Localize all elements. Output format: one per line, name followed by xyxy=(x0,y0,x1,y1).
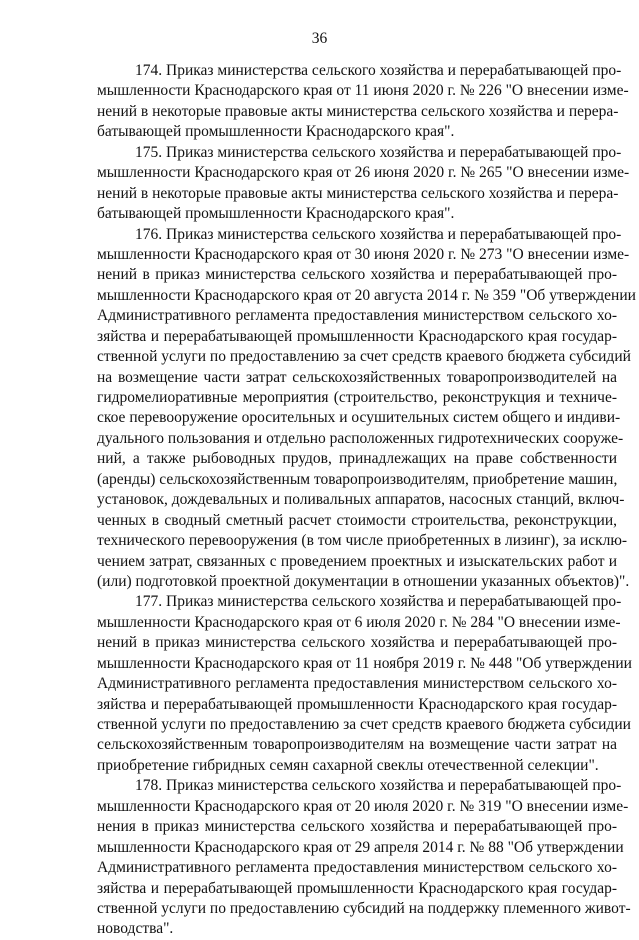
paragraph-line: ственной услуги по предоставлению субсидий на поддержку племенного живот- xyxy=(97,899,631,917)
paragraph-line: мышленности Краснодарского края от 11 ноября 2019 г. № 448 "Об утверждении xyxy=(97,654,632,672)
paragraph-line: ний, а также рыбоводных прудов, принадлежащих на праве собственности xyxy=(97,450,617,468)
paragraph-line: ственной услуги по предоставлению за счет средств краевого бюджета субсидий xyxy=(97,348,631,366)
paragraph-line: чением затрат, связанных с проведением проектных и изыскательских работ и xyxy=(97,552,617,570)
paragraph-line: мышленности Краснодарского края от 20 августа 2014 г. № 359 "Об утверждении xyxy=(97,286,636,304)
paragraph-line: мышленности Краснодарского края от 11 июня 2020 г. № 226 "О внесении изме- xyxy=(97,82,629,100)
paragraph-line: установок, дождевальных и поливальных аппаратов, насосных станций, включ- xyxy=(97,491,625,509)
paragraph-line: батывающей промышленности Краснодарского края". xyxy=(97,123,455,141)
paragraph-line: нений в приказ министерства сельского хозяйства и перерабатывающей про- xyxy=(97,634,617,652)
paragraph-178 xyxy=(97,776,631,940)
paragraph-177 xyxy=(97,592,632,776)
paragraph-175 xyxy=(97,143,630,225)
paragraph-line: зяйства и перерабатывающей промышленности Краснодарского края государ- xyxy=(97,327,617,345)
paragraph-line: 177. Приказ министерства сельского хозяйства и перерабатывающей про- xyxy=(135,593,622,611)
paragraph-line: Административного регламента предоставления министерством сельского хо- xyxy=(97,307,617,325)
paragraph-line: нений в некоторые правовые акты министерства сельского хозяйства и перера- xyxy=(97,184,619,202)
paragraph-line: 174. Приказ министерства сельского хозяйства и перерабатывающей про- xyxy=(135,62,622,79)
paragraph-line: ственной услуги по предоставлению за счет средств краевого бюджета субсидии xyxy=(97,716,631,733)
paragraph-line: 178. Приказ министерства сельского хозяйства и перерабатывающей про- xyxy=(135,777,622,795)
paragraph-line: ченных в сводный сметный расчет стоимости строительства, реконструкции, xyxy=(97,511,617,529)
paragraph-line: мышленности Краснодарского края от 20 июля 2020 г. № 319 "О внесении изме- xyxy=(97,797,629,815)
paragraph-line: мышленности Краснодарского края от 30 июня 2020 г. № 273 "О внесении изме- xyxy=(97,245,630,263)
paragraph-line: нений в приказ министерства сельского хозяйства и перерабатывающей про- xyxy=(97,266,617,284)
paragraph-line: технического перевооружения (в том числе приобретенных в лизинг), за исклю- xyxy=(97,532,628,550)
paragraph-line: Административного регламента предоставления министерством сельского хо- xyxy=(97,859,617,877)
paragraph-line: гидромелиоративные мероприятия (строительство, реконструкция и техниче- xyxy=(97,389,617,406)
paragraph-176 xyxy=(97,225,636,593)
paragraph-line: зяйства и перерабатывающей промышленности Краснодарского края государ- xyxy=(97,879,617,897)
paragraph-line: дуального пользования и отдельно расположенных гидротехнических сооруже- xyxy=(97,429,624,447)
paragraph-line: Административного регламента предоставления министерством сельского хо- xyxy=(97,675,617,693)
paragraph-line: нения в приказ министерства сельского хозяйства и перерабатывающей про- xyxy=(97,818,617,836)
paragraph-line: мышленности Краснодарского края от 26 июня 2020 г. № 265 "О внесении изме- xyxy=(97,164,630,182)
paragraph-line: батывающей промышленности Краснодарского края". xyxy=(97,205,455,223)
document-body xyxy=(97,61,636,940)
paragraph-line: 176. Приказ министерства сельского хозяйства и перерабатывающей про- xyxy=(135,225,622,243)
paragraph-line: зяйства и перерабатывающей промышленности Краснодарского края государ- xyxy=(97,695,617,713)
paragraph-line: на возмещение части затрат сельскохозяйственных товаропроизводителей на xyxy=(97,368,617,386)
paragraph-line: мышленности Краснодарского края от 29 апреля 2014 г. № 88 "Об утверждении xyxy=(97,838,624,856)
paragraph-174 xyxy=(97,61,629,143)
paragraph-line: (или) подготовкой проектной документации в отношении указанных объектов)". xyxy=(97,572,630,590)
paragraph-line: нений в некоторые правовые акты министерства сельского хозяйства и перера- xyxy=(97,102,619,120)
paragraph-line: сельскохозяйственным товаропроизводителям на возмещение части затрат на xyxy=(97,736,617,754)
paragraph-line: (аренды) сельскохозяйственным товаропроизводителям, приобретение машин, xyxy=(97,470,618,488)
paragraph-line: мышленности Краснодарского края от 6 июля 2020 г. № 284 "О внесении изме- xyxy=(97,613,621,631)
page-number: 36 xyxy=(311,30,328,47)
paragraph-line: приобретение гибридных семян сахарной свеклы отечественной селекции". xyxy=(97,756,599,774)
paragraph-line: ское перевооружение оросительных и осушительных систем общего и индиви- xyxy=(97,409,621,427)
paragraph-line: новодства". xyxy=(97,920,174,938)
paragraph-line: 175. Приказ министерства сельского хозяйства и перерабатывающей про- xyxy=(135,143,622,161)
